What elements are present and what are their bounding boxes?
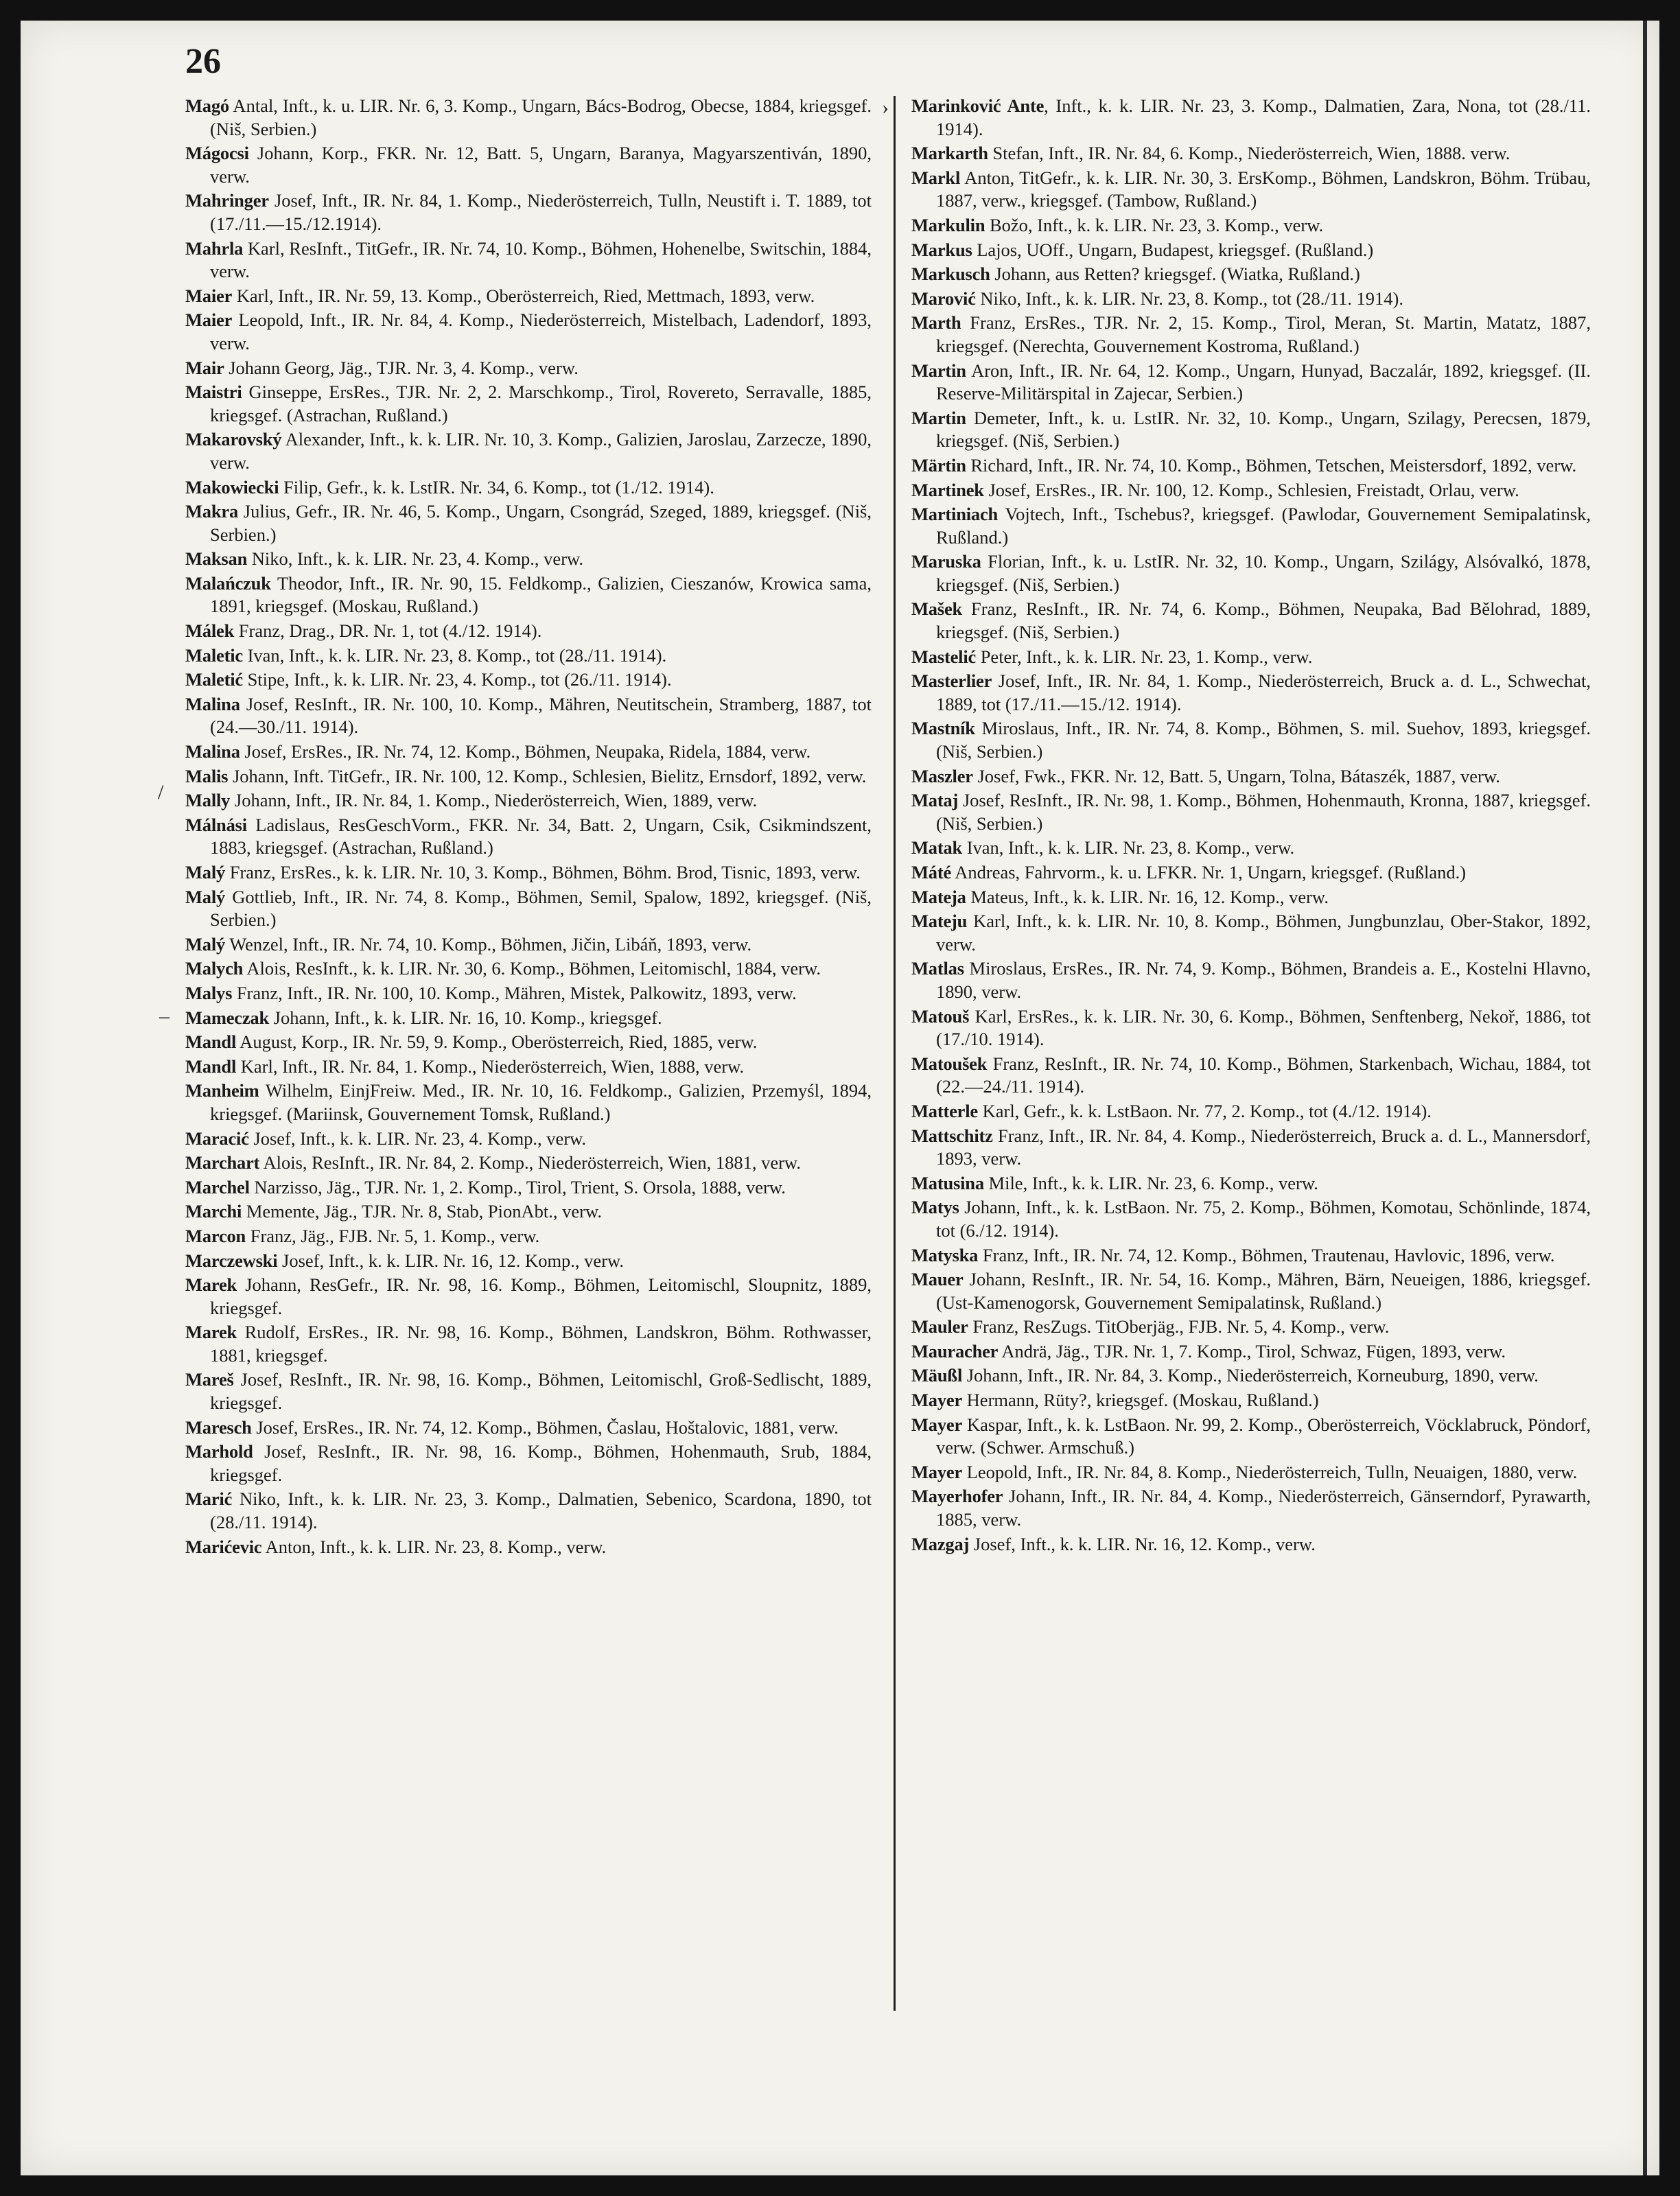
entry-surname: Maruska xyxy=(911,551,981,572)
entry-surname: Martin xyxy=(911,360,966,381)
entry-details: Andreas, Fahrvorm., k. u. LFKR. Nr. 1, Ungarn, kriegsgef. (Rußland.) xyxy=(951,862,1467,883)
entry-details: Niko, Inft., k. k. LIR. Nr. 23, 3. Komp., Dalmatien, Sebenico, Scardona, 1890, tot (28./11. 1914). xyxy=(210,1488,872,1533)
entry-details: Johann, Inft., IR. Nr. 84, 1. Komp., Niederösterreich, Wien, 1889, verw. xyxy=(230,790,758,811)
entry-surname: Maier xyxy=(185,285,233,306)
entry-surname: Marek xyxy=(185,1322,237,1343)
entry-details: Josef, Fwk., FKR. Nr. 12, Batt. 5, Ungarn, Tolna, Bátaszék, 1887, verw. xyxy=(972,765,1500,786)
register-entry xyxy=(911,1100,1591,1123)
register-entry xyxy=(185,309,872,355)
entry-details: Karl, Inft., IR. Nr. 59, 13. Komp., Oberösterreich, Ried, Mettmach, 1893, verw. xyxy=(232,285,815,306)
entry-surname: Matlas xyxy=(911,958,964,979)
entry-surname: Máté xyxy=(911,862,952,883)
column-divider xyxy=(894,96,896,2011)
entry-surname: Marinković Ante xyxy=(911,95,1045,116)
register-entry xyxy=(911,789,1591,835)
entry-details: Johann, Inft., k. k. LstBaon. Nr. 75, 2. Komp., Böhmen, Komotau, Schönlinde, 1874, tot (6./12. 1914). xyxy=(936,1197,1591,1241)
register-entry xyxy=(185,548,872,571)
register-entry xyxy=(911,239,1591,262)
entry-details: Franz, ErsRes., TJR. Nr. 2, 15. Komp., Tirol, Meran, St. Martin, Matatz, 1887, kriegsgef. (Nerechta, Gouvernement Kostroma, Rußland.) xyxy=(936,312,1591,356)
entry-surname: Marchi xyxy=(185,1201,242,1222)
register-entry xyxy=(185,1488,872,1534)
register-entry xyxy=(185,789,872,813)
entry-surname: Mataj xyxy=(911,790,959,811)
entry-details: Josef, ErsRes., IR. Nr. 100, 12. Komp., Schlesien, Freistadt, Orlau, verw. xyxy=(983,479,1519,500)
register-entry xyxy=(185,572,872,618)
entry-surname: Mauer xyxy=(911,1269,964,1290)
entry-surname: Mastník xyxy=(911,718,975,739)
entry-surname: Malańczuk xyxy=(185,572,271,594)
entry-details: Leopold, Inft., IR. Nr. 84, 4. Komp., Niederösterreich, Mistelbach, Ladendorf, 1893, verw. xyxy=(210,309,872,353)
entry-surname: Makra xyxy=(185,501,239,522)
register-entry xyxy=(911,1244,1591,1268)
entry-details: Karl, ResInft., TitGefr., IR. Nr. 74, 10. Komp., Böhmen, Hohenelbe, Switschin, 1884, verw. xyxy=(210,237,872,282)
entry-details: Mateus, Inft., k. k. LIR. Nr. 16, 12. Komp., verw. xyxy=(966,886,1329,907)
entry-surname: Marhold xyxy=(185,1441,253,1462)
entry-details: Josef, Inft., k. k. LIR. Nr. 23, 4. Komp., verw. xyxy=(248,1128,587,1149)
entry-surname: Mašek xyxy=(911,598,963,620)
register-entry xyxy=(911,957,1591,1003)
entry-details: Franz, Inft., IR. Nr. 84, 4. Komp., Niederösterreich, Bruck a. d. L., Mannersdorf, 1893, verw. xyxy=(936,1125,1591,1169)
register-entry xyxy=(911,263,1591,286)
entry-surname: Mandl xyxy=(185,1055,237,1077)
entry-surname: Matusina xyxy=(911,1172,984,1193)
register-entry xyxy=(185,428,872,474)
entry-details: Aron, Inft., IR. Nr. 64, 12. Komp., Ungarn, Hunyad, Baczalár, 1892, kriegsgef. (II. Reserve-Militärspital in Zajecar, Serbien.) xyxy=(936,360,1591,404)
entry-surname: Marić xyxy=(185,1488,233,1510)
entry-surname: Makarovský xyxy=(185,429,282,450)
entry-details: Anton, Inft., k. k. LIR. Nr. 23, 8. Komp., verw. xyxy=(261,1536,607,1557)
entry-surname: Maletic xyxy=(185,644,243,666)
entry-surname: Markus xyxy=(911,239,972,260)
entry-details: Julius, Gefr., IR. Nr. 46, 5. Komp., Ungarn, Csongrád, Szeged, 1889, kriegsgef. (Niš, Serbien.) xyxy=(210,501,872,545)
entry-details: Johann, ResGefr., IR. Nr. 98, 16. Komp., Böhmen, Leitomischl, Sloupnitz, 1889, kriegsgef. xyxy=(210,1274,872,1318)
entry-surname: Matouš xyxy=(911,1005,970,1027)
entry-surname: Mastelić xyxy=(911,646,977,667)
entry-surname: Maier xyxy=(185,309,233,331)
entry-surname: Markusch xyxy=(911,264,990,285)
entry-details: Andrä, Jäg., TJR. Nr. 1, 7. Komp., Tirol, Schwaz, Fügen, 1893, verw. xyxy=(998,1340,1506,1362)
register-entry xyxy=(911,142,1591,165)
register-entry xyxy=(185,95,872,141)
register-entry xyxy=(911,1053,1591,1099)
register-entry xyxy=(185,357,872,380)
entry-surname: Malý xyxy=(185,933,226,955)
entry-surname: Malý xyxy=(185,862,226,883)
entry-surname: Mauracher xyxy=(911,1340,999,1362)
entry-surname: Maksan xyxy=(185,548,248,570)
entry-details: Josef, ErsRes., IR. Nr. 74, 12. Komp., Böhmen, Časlau, Hoštalovic, 1881, verw. xyxy=(251,1416,839,1438)
register-entry xyxy=(911,910,1591,956)
register-entry xyxy=(185,1055,872,1079)
entry-surname: Makowiecki xyxy=(185,476,279,498)
register-entry xyxy=(911,670,1591,716)
entry-details: Wenzel, Inft., IR. Nr. 74, 10. Komp., Böhmen, Jičin, Libáň, 1893, verw. xyxy=(225,933,752,955)
entry-details: Franz, ErsRes., k. k. LIR. Nr. 10, 3. Komp., Böhmen, Böhm. Brod, Tisnic, 1893, verw. xyxy=(225,862,861,883)
register-entry xyxy=(185,693,872,739)
entry-surname: Mayer xyxy=(911,1414,963,1435)
entry-details: Richard, Inft., IR. Nr. 74, 10. Komp., Böhmen, Tetschen, Meistersdorf, 1892, verw. xyxy=(966,454,1577,476)
entry-surname: Marth xyxy=(911,312,961,334)
register-entry xyxy=(185,933,872,957)
entry-details: Anton, TitGefr., k. k. LIR. Nr. 30, 3. ErsKomp., Böhmen, Landskron, Böhm. Trübau, 1887, verw., kriegsgef. (Tambow, Rußland.) xyxy=(936,167,1591,211)
register-entry xyxy=(185,1225,872,1248)
entry-surname: Marcon xyxy=(185,1225,246,1246)
entry-details: Josef, ResInft., IR. Nr. 98, 16. Komp., Böhmen, Leitomischl, Groß-Sedlischt, 1889, kriegsgef. xyxy=(210,1369,872,1414)
entry-surname: Mäußl xyxy=(911,1365,963,1386)
left-column xyxy=(185,95,872,1560)
register-entry xyxy=(185,476,872,500)
entry-surname: Mayerhofer xyxy=(911,1486,1003,1507)
entry-surname: Mayer xyxy=(911,1461,963,1482)
entry-surname: Matys xyxy=(911,1197,959,1218)
entry-surname: Marchart xyxy=(185,1152,260,1173)
entry-surname: Mateju xyxy=(911,911,968,932)
entry-details: Demeter, Inft., k. u. LstIR. Nr. 32, 10. Komp., Ungarn, Szilagy, Perecsen, 1879, kriegsgef. (Niš, Serbien.) xyxy=(936,407,1591,452)
entry-surname: Märtin xyxy=(911,454,966,476)
entry-surname: Markl xyxy=(911,167,961,188)
entry-details: Ivan, Inft., k. k. LIR. Nr. 23, 8. Komp., tot (28./11. 1914). xyxy=(242,644,667,666)
register-entry xyxy=(185,1274,872,1320)
register-entry xyxy=(911,1340,1591,1364)
entry-details: Niko, Inft., k. k. LIR. Nr. 23, 4. Komp., verw. xyxy=(247,548,584,570)
register-entry xyxy=(185,1416,872,1440)
margin-mark: › xyxy=(882,96,889,119)
register-entry xyxy=(911,288,1591,311)
register-entry xyxy=(911,1364,1591,1388)
entry-details: Franz, Drag., DR. Nr. 1, tot (4./12. 1914). xyxy=(234,620,542,642)
entry-details: Miroslaus, Inft., IR. Nr. 74, 8. Komp., Böhmen, S. mil. Suehov, 1893, kriegsgef. (Niš, Serbien.) xyxy=(936,718,1591,762)
entry-details: Hermann, Rüty?, kriegsgef. (Moskau, Rußland.) xyxy=(962,1390,1319,1411)
entry-details: Karl, Inft., IR. Nr. 84, 1. Komp., Niederösterreich, Wien, 1888, verw. xyxy=(236,1055,745,1077)
entry-details: Narzisso, Jäg., TJR. Nr. 1, 2. Komp., Tirol, Trient, S. Orsola, 1888, verw. xyxy=(249,1176,786,1198)
entry-details: Franz, Inft., IR. Nr. 74, 12. Komp., Böhmen, Trautenau, Havlovic, 1896, verw. xyxy=(978,1244,1555,1265)
margin-mark: ‒ xyxy=(159,1005,170,1027)
register-entry xyxy=(911,886,1591,909)
entry-details: Josef, ResInft., IR. Nr. 100, 10. Komp., Mähren, Neutitschein, Stramberg, 1887, tot (24.—30./11. 1914). xyxy=(210,693,872,738)
entry-surname: Manheim xyxy=(185,1080,259,1101)
entry-details: Johann, Inft., k. k. LIR. Nr. 16, 10. Komp., kriegsgef. xyxy=(269,1007,662,1028)
register-entry xyxy=(911,598,1591,644)
register-entry xyxy=(185,285,872,308)
entry-details: August, Korp., IR. Nr. 59, 9. Komp., Oberösterreich, Ried, 1885, verw. xyxy=(236,1031,758,1053)
entry-details: Johann, Inft., IR. Nr. 84, 4. Komp., Niederösterreich, Gänserndorf, Pyrawarth, 1885, verw. xyxy=(936,1486,1591,1530)
entry-details: Josef, ErsRes., IR. Nr. 74, 12. Komp., Böhmen, Neupaka, Ridela, 1884, verw. xyxy=(240,741,811,762)
register-entry xyxy=(185,1200,872,1224)
entry-surname: Maresch xyxy=(185,1416,252,1438)
entry-details: Franz, ResInft., IR. Nr. 74, 10. Komp., Böhmen, Starkenbach, Wichau, 1884, tot (22.—24./11. 1914). xyxy=(936,1053,1591,1097)
register-entry xyxy=(911,479,1591,502)
register-entry xyxy=(185,814,872,860)
entry-details: Johann, ResInft., IR. Nr. 54, 16. Komp., Mähren, Bärn, Neueigen, 1886, kriegsgef. (Ust-Kamenogorsk, Gouvernement Semipalatinsk, Rußland.) xyxy=(936,1269,1591,1313)
entry-surname: Mair xyxy=(185,357,224,378)
register-entry xyxy=(185,1176,872,1200)
entry-details: Josef, Inft., k. k. LIR. Nr. 16, 12. Komp., verw. xyxy=(969,1533,1316,1554)
register-entry xyxy=(185,668,872,692)
register-entry xyxy=(185,740,872,764)
entry-details: Theodor, Inft., IR. Nr. 90, 15. Feldkomp., Galizien, Cieszanów, Krowica sama, 1891, kriegsgef. (Moskau, Rußland.) xyxy=(210,572,872,617)
page-number: 26 xyxy=(185,42,221,81)
entry-details: Stefan, Inft., IR. Nr. 84, 6. Komp., Niederösterreich, Wien, 1888. verw. xyxy=(988,143,1510,164)
entry-surname: Mazgaj xyxy=(911,1533,970,1554)
entry-details: Vojtech, Inft., Tschebus?, kriegsgef. (Pawlodar, Gouvernement Semipalatinsk, Rußland.) xyxy=(936,504,1591,548)
entry-surname: Markarth xyxy=(911,143,988,164)
register-entry xyxy=(911,1461,1591,1484)
register-entry xyxy=(185,1152,872,1175)
entry-surname: Martinek xyxy=(911,479,984,500)
register-entry xyxy=(911,1125,1591,1171)
entry-details: Alois, ResInft., k. k. LIR. Nr. 30, 6. Komp., Böhmen, Leitomischl, 1884, verw. xyxy=(243,958,821,979)
register-entry xyxy=(185,381,872,427)
register-entry xyxy=(911,503,1591,549)
entry-surname: Mandl xyxy=(185,1031,237,1053)
register-entry xyxy=(911,1172,1591,1195)
page-edge-shadow xyxy=(1643,21,1647,2175)
entry-details: Josef, Inft., IR. Nr. 84, 1. Komp., Niederösterreich, Bruck a. d. L., Schwechat, 1889, tot (17./11.—15./12. 1914). xyxy=(936,670,1591,714)
register-entry xyxy=(185,189,872,235)
register-entry xyxy=(911,1268,1591,1314)
entry-surname: Málek xyxy=(185,620,235,642)
register-entry xyxy=(185,500,872,546)
register-entry xyxy=(911,312,1591,358)
register-entry xyxy=(911,1485,1591,1531)
entry-surname: Marchel xyxy=(185,1176,250,1198)
register-entry xyxy=(185,1031,872,1054)
register-entry xyxy=(911,550,1591,596)
entry-surname: Malina xyxy=(185,693,240,714)
entry-details: Alois, ResInft., IR. Nr. 84, 2. Komp., Niederösterreich, Wien, 1881, verw. xyxy=(259,1152,801,1173)
entry-details: Johann, Korp., FKR. Nr. 12, Batt. 5, Ungarn, Baranya, Magyarszentiván, 1890, verw. xyxy=(210,143,872,187)
entry-details: Franz, Jäg., FJB. Nr. 5, 1. Komp., verw. xyxy=(246,1225,540,1246)
entry-surname: Mateja xyxy=(911,886,966,907)
entry-surname: Mahrla xyxy=(185,237,244,259)
register-entry xyxy=(185,142,872,188)
register-entry xyxy=(911,717,1591,763)
entry-surname: Mameczak xyxy=(185,1007,270,1028)
register-entry xyxy=(911,360,1591,406)
register-entry xyxy=(911,1316,1591,1339)
entry-details: Franz, ResZugs. TitOberjäg., FJB. Nr. 5, 4. Komp., verw. xyxy=(968,1316,1390,1338)
entry-details: Karl, Inft., k. k. LIR. Nr. 10, 8. Komp., Böhmen, Jungbunzlau, Ober-Stakor, 1892, verw. xyxy=(936,911,1591,955)
entry-details: Niko, Inft., k. k. LIR. Nr. 23, 8. Komp., tot (28./11. 1914). xyxy=(975,288,1403,309)
entry-surname: Mally xyxy=(185,790,231,811)
entry-surname: Marićevic xyxy=(185,1536,262,1557)
register-entry xyxy=(911,646,1591,669)
register-entry xyxy=(185,1536,872,1559)
register-entry xyxy=(185,1007,872,1030)
register-entry xyxy=(911,454,1591,478)
margin-mark: / xyxy=(158,781,164,804)
entry-surname: Marek xyxy=(185,1274,237,1296)
entry-details: Rudolf, ErsRes., IR. Nr. 98, 16. Komp., Böhmen, Landskron, Böhm. Rothwasser, 1881, kriegsgef. xyxy=(210,1322,872,1366)
register-entry xyxy=(185,1368,872,1414)
entry-details: , Inft., k. k. LIR. Nr. 23, 3. Komp., Dalmatien, Zara, Nona, tot (28./11. 1914). xyxy=(936,95,1591,139)
entry-surname: Malis xyxy=(185,765,229,786)
register-entry xyxy=(911,214,1591,237)
entry-surname: Markulin xyxy=(911,214,985,235)
entry-details: Lajos, UOff., Ungarn, Budapest, kriegsgef. (Rußland.) xyxy=(972,239,1374,260)
entry-surname: Marović xyxy=(911,288,976,309)
entry-details: Božo, Inft., k. k. LIR. Nr. 23, 3. Komp., verw. xyxy=(985,214,1324,235)
entry-details: Gottlieb, Inft., IR. Nr. 74, 8. Komp., Böhmen, Semil, Spalow, 1892, kriegsgef. (Niš, Serbien.) xyxy=(210,886,872,931)
register-entry xyxy=(185,1250,872,1273)
register-entry xyxy=(911,837,1591,860)
entry-details: Filip, Gefr., k. k. LstIR. Nr. 34, 6. Komp., tot (1./12. 1914). xyxy=(279,476,714,498)
entry-details: Kaspar, Inft., k. k. LstBaon. Nr. 99, 2. Komp., Oberösterreich, Vöcklabruck, Pöndorf, verw. (Schwer. Armschuß.) xyxy=(936,1414,1591,1458)
entry-surname: Masterlier xyxy=(911,670,992,692)
entry-details: Ginseppe, ErsRes., TJR. Nr. 2, 2. Marschkomp., Tirol, Rovereto, Serravalle, 1885, kriegsgef. (Astrachan, Rußland.) xyxy=(210,382,872,425)
entry-details: Josef, Inft., k. k. LIR. Nr. 16, 12. Komp., verw. xyxy=(277,1250,625,1271)
entry-details: Franz, Inft., IR. Nr. 100, 10. Komp., Mähren, Mistek, Palkowitz, 1893, verw. xyxy=(232,982,797,1003)
register-entry xyxy=(911,1533,1591,1556)
register-entry xyxy=(911,765,1591,789)
entry-surname: Marczewski xyxy=(185,1250,278,1271)
entry-surname: Malina xyxy=(185,741,240,762)
entry-details: Stipe, Inft., k. k. LIR. Nr. 23, 4. Komp., tot (26./11. 1914). xyxy=(242,669,672,690)
entry-surname: Matyska xyxy=(911,1244,979,1265)
entry-details: Johann, aus Retten? kriegsgef. (Wiatka, Rußland.) xyxy=(990,264,1360,285)
register-entry xyxy=(185,1128,872,1151)
entry-details: Josef, Inft., IR. Nr. 84, 1. Komp., Niederösterreich, Tulln, Neustift i. T. 1889, tot (17./11.—15./12.1914). xyxy=(210,190,872,234)
register-entry xyxy=(185,1440,872,1486)
register-entry xyxy=(185,861,872,885)
entry-surname: Malych xyxy=(185,958,244,979)
entry-surname: Malys xyxy=(185,982,233,1003)
entry-surname: Martin xyxy=(911,407,966,428)
register-entry xyxy=(185,1321,872,1367)
entry-details: Ladislaus, ResGeschVorm., FKR. Nr. 34, Batt. 2, Ungarn, Csik, Csikmindszent, 1883, kriegsgef. (Astrachan, Rußland.) xyxy=(210,814,872,858)
entry-surname: Mauler xyxy=(911,1316,968,1338)
entry-surname: Mágocsi xyxy=(185,143,249,164)
register-entry xyxy=(911,1389,1591,1412)
register-entry xyxy=(185,644,872,668)
entry-details: Ivan, Inft., k. k. LIR. Nr. 23, 8. Komp., verw. xyxy=(962,837,1295,858)
register-entry xyxy=(911,167,1591,213)
entry-surname: Malý xyxy=(185,886,226,907)
entry-surname: Maszler xyxy=(911,765,973,786)
entry-details: Alexander, Inft., k. k. LIR. Nr. 10, 3. Komp., Galizien, Jaroslau, Zarzecze, 1890, verw. xyxy=(210,429,872,473)
entry-details: Josef, ResInft., IR. Nr. 98, 1. Komp., Böhmen, Hohenmauth, Kronna, 1887, kriegsgef. (Niš, Serbien.) xyxy=(936,790,1591,834)
register-entry xyxy=(911,407,1591,453)
register-entry xyxy=(185,957,872,981)
register-entry xyxy=(185,886,872,932)
entry-surname: Málnási xyxy=(185,814,247,835)
entry-details: Peter, Inft., k. k. LIR. Nr. 23, 1. Komp., verw. xyxy=(976,646,1313,667)
entry-details: Wilhelm, EinjFreiw. Med., IR. Nr. 10, 16. Feldkomp., Galizien, Przemyśl, 1894, kriegsgef. (Mariinsk, Gouvernement Tomsk, Rußland.) xyxy=(210,1080,872,1124)
register-entry xyxy=(911,1196,1591,1242)
entry-details: Karl, ErsRes., k. k. LIR. Nr. 30, 6. Komp., Böhmen, Senftenberg, Nekoř, 1886, tot (17./10. 1914). xyxy=(936,1005,1591,1050)
entry-details: Memente, Jäg., TJR. Nr. 8, Stab, PionAbt., verw. xyxy=(242,1201,603,1222)
entry-details: Josef, ResInft., IR. Nr. 98, 16. Komp., Böhmen, Hohenmauth, Srub, 1884, kriegsgef. xyxy=(210,1441,872,1485)
entry-surname: Matterle xyxy=(911,1100,978,1121)
entry-surname: Maistri xyxy=(185,382,242,403)
entry-details: Florian, Inft., k. u. LstIR. Nr. 32, 10. Komp., Ungarn, Szilágy, Alsóvalkó, 1878, kriegsgef. (Niš, Serbien.) xyxy=(936,551,1591,595)
entry-surname: Maracić xyxy=(185,1128,249,1149)
entry-surname: Mahringer xyxy=(185,190,269,211)
register-entry xyxy=(911,1414,1591,1460)
entry-surname: Mareš xyxy=(185,1369,234,1390)
entry-details: Miroslaus, ErsRes., IR. Nr. 74, 9. Komp., Böhmen, Brandeis a. E., Kostelni Hlavno, 1890, verw. xyxy=(936,958,1591,1002)
entry-surname: Matoušek xyxy=(911,1053,988,1074)
register-entry xyxy=(911,95,1591,141)
register-entry xyxy=(185,1079,872,1125)
entry-surname: Mattschitz xyxy=(911,1125,993,1146)
entry-surname: Maletić xyxy=(185,669,243,690)
register-entry xyxy=(185,982,872,1005)
register-entry xyxy=(185,620,872,643)
entry-surname: Magó xyxy=(185,95,229,116)
register-entry xyxy=(911,1005,1591,1051)
register-entry xyxy=(185,237,872,283)
right-column xyxy=(911,95,1591,1557)
entry-details: Leopold, Inft., IR. Nr. 84, 8. Komp., Niederösterreich, Tulln, Neuaigen, 1880, verw. xyxy=(962,1461,1578,1482)
register-entry xyxy=(185,765,872,789)
entry-details: Antal, Inft., k. u. LIR. Nr. 6, 3. Komp., Ungarn, Bács-Bodrog, Obecse, 1884, kriegsgef. (Niš, Serbien.) xyxy=(210,95,872,139)
entry-details: Karl, Gefr., k. k. LstBaon. Nr. 77, 2. Komp., tot (4./12. 1914). xyxy=(977,1100,1432,1121)
entry-details: Franz, ResInft., IR. Nr. 74, 6. Komp., Böhmen, Neupaka, Bad Bělohrad, 1889, kriegsgef. (Niš, Serbien.) xyxy=(936,598,1591,643)
entry-details: Johann Georg, Jäg., TJR. Nr. 3, 4. Komp., verw. xyxy=(224,357,579,378)
entry-details: Johann, Inft., IR. Nr. 84, 3. Komp., Niederösterreich, Korneuburg, 1890, verw. xyxy=(962,1365,1539,1386)
entry-surname: Mayer xyxy=(911,1390,963,1411)
entry-surname: Matak xyxy=(911,837,963,858)
register-entry xyxy=(911,861,1591,885)
entry-details: Johann, Inft. TitGefr., IR. Nr. 100, 12. Komp., Schlesien, Bielitz, Ernsdorf, 1892, verw. xyxy=(228,765,867,786)
entry-surname: Martiniach xyxy=(911,504,999,525)
entry-details: Mile, Inft., k. k. LIR. Nr. 23, 6. Komp., verw. xyxy=(983,1172,1318,1193)
